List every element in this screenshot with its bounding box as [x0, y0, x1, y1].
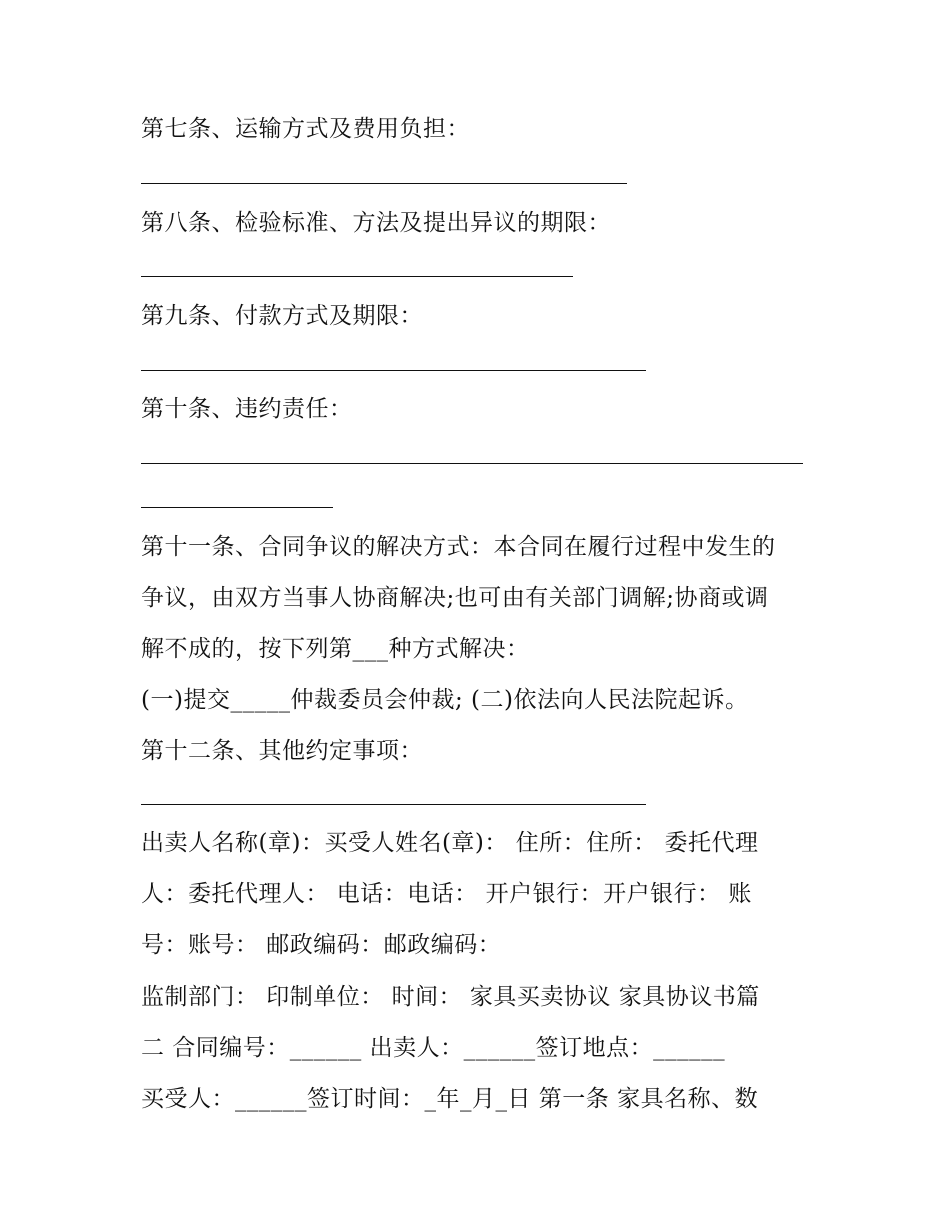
article-12-heading: 第十二条、其他约定事项：	[141, 738, 423, 764]
contract-header-line-1: 二 合同编号：______ 出卖人：______签订地点：______	[141, 1035, 726, 1061]
signature-block-line-3: 号：账号： 邮政编码：邮政编码：	[141, 932, 502, 958]
article-11-line-3: 解不成的，按下列第___种方式解决：	[141, 636, 530, 662]
article-9-blank-line	[141, 370, 646, 371]
article-7-blank-line	[141, 183, 627, 184]
signature-block-line-2: 人：委托代理人： 电话：电话： 开户银行：开户银行： 账	[141, 881, 752, 907]
article-8-heading: 第八条、检验标准、方法及提出异议的期限：	[141, 210, 611, 236]
article-10-heading: 第十条、违约责任：	[141, 396, 353, 422]
article-11-line-2: 争议，由双方当事人协商解决;也可由有关部门调解;协商或调	[141, 585, 769, 611]
article-10-blank-line-1	[141, 463, 803, 464]
contract-header-line-2: 买受人：______签订时间：_年_月_日 第一条 家具名称、数	[141, 1086, 759, 1112]
article-9-heading: 第九条、付款方式及期限：	[141, 303, 423, 329]
article-11-line-1: 第十一条、合同争议的解决方式：本合同在履行过程中发生的	[141, 534, 776, 560]
article-12-blank-line	[141, 804, 646, 805]
footer-text-line-1: 监制部门： 印制单位： 时间： 家具买卖协议 家具协议书篇	[141, 984, 760, 1010]
article-7-heading: 第七条、运输方式及费用负担：	[141, 116, 470, 142]
signature-block-line-1: 出卖人名称(章)：买受人姓名(章)： 住所：住所： 委托代理	[141, 830, 759, 856]
article-10-blank-line-2	[141, 507, 333, 508]
article-8-blank-line	[141, 276, 573, 277]
article-11-options: (一)提交_____仲裁委员会仲裁; (二)依法向人民法院起诉。	[141, 687, 749, 713]
